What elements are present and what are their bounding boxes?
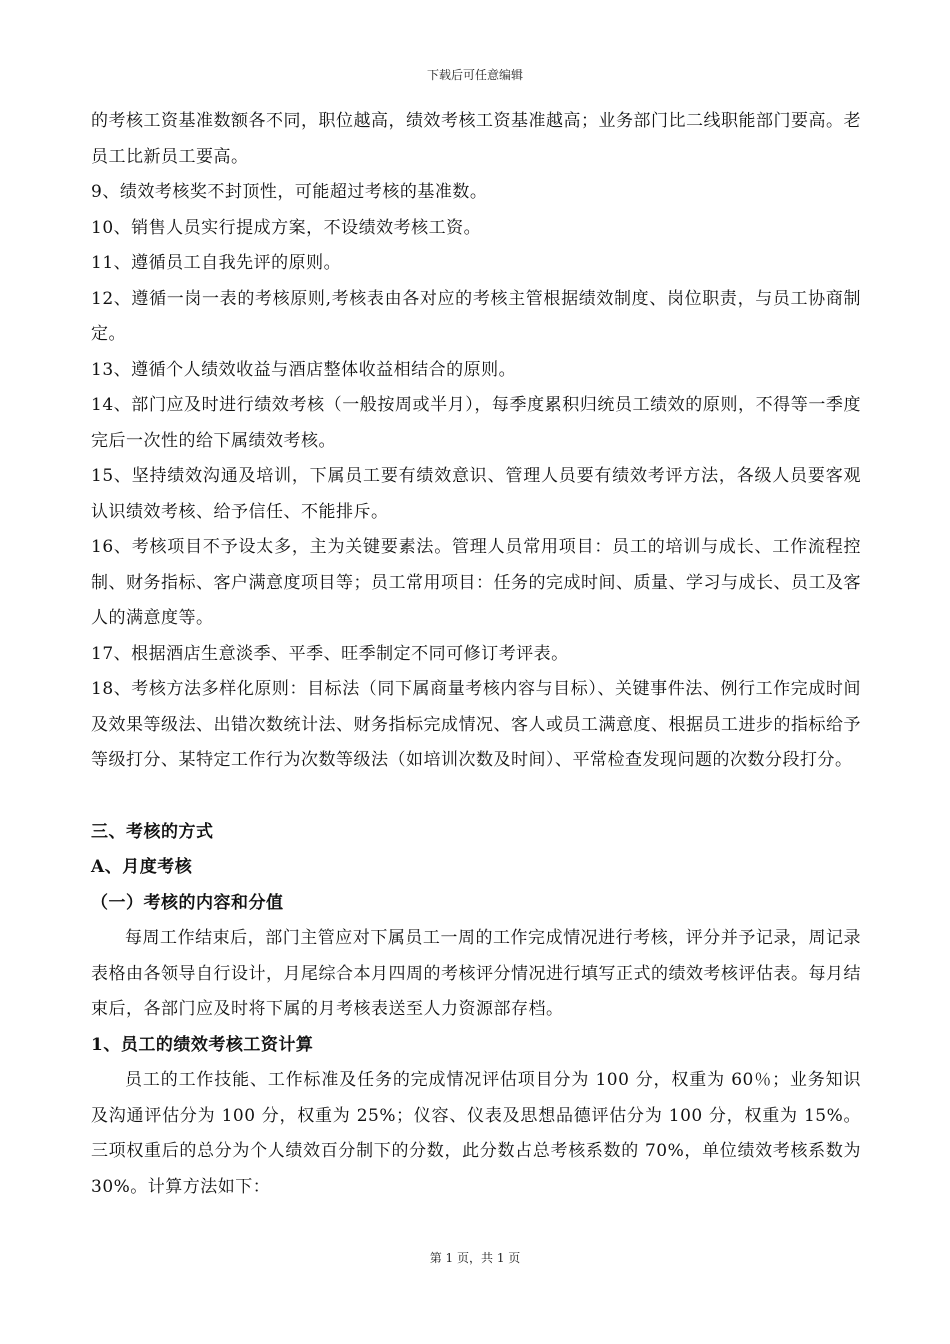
list-item-18: 18、考核方法多样化原则：目标法（同下属商量考核内容与目标）、关键事件法、例行工作完成时间及效果等级法、出错次数统计法、财务指标完成情况、客人或员工满意度、根据员工进步的指标给予等级打分、某特定工作行为次数等级法（如培训次数及时间）、平常检查发现问题的次数分段打分。: [91, 679, 861, 770]
list-item-10: 10、销售人员实行提成方案，不设绩效考核工资。: [91, 217, 482, 238]
list-item-14: 14、部门应及时进行绩效考核（一般按周或半月），每季度累积归统员工绩效的原则，不得等一季度完后一次性的给下属绩效考核。: [91, 395, 861, 451]
subsection-heading-salary-calc: 1、员工的绩效考核工资计算: [91, 1034, 314, 1055]
page-footer: 第 1 页，共 1 页: [429, 1251, 521, 1265]
section-spacer: [91, 779, 861, 815]
list-item-12: 12、遵循一岗一表的考核原则,考核表由各对应的考核主管根据绩效制度、岗位职责，与员工协商制定。: [91, 288, 861, 344]
list-item-11: 11、遵循员工自我先评的原则。: [91, 253, 342, 273]
section-heading-3: 三、考核的方式: [91, 821, 214, 842]
paragraph-weekly-review: 每周工作结束后，部门主管应对下属员工一周的工作完成情况进行考核，评分并予记录，周记录表格由各领导自行设计，月尾综合本月四周的考核评分情况进行填写正式的绩效考核评估表。每月结束后，各部门应及时将下属的月考核表送至人力资源部存档。: [91, 928, 861, 1019]
paragraph-continued: 的考核工资基准数额各不同，职位越高，绩效考核工资基准越高；业务部门比二线职能部门要高。老员工比新员工要高。: [91, 111, 861, 167]
document-body: [91, 104, 861, 1205]
list-item-17: 17、根据酒店生意淡季、平季、旺季制定不同可修订考评表。: [91, 643, 569, 664]
list-item-9: 9、绩效考核奖不封顶性，可能超过考核的基准数。: [91, 182, 488, 202]
list-item-15: 15、坚持绩效沟通及培训，下属员工要有绩效意识、管理人员要有绩效考评方法，各级人员要客观认识绩效考核、给予信任、不能排斥。: [91, 466, 861, 522]
list-item-16: 16、考核项目不予设太多，主为关键要素法。管理人员常用项目：员工的培训与成长、工作流程控制、财务指标、客户满意度项目等；员工常用项目：任务的完成时间、质量、学习与成长、员工及客人的满意度等。: [91, 537, 861, 628]
subsection-heading-1: （一）考核的内容和分值: [91, 892, 284, 913]
section-heading-a: A、月度考核: [91, 857, 193, 877]
page-header: 下载后可任意编辑: [426, 68, 523, 82]
list-item-13: 13、遵循个人绩效收益与酒店整体收益相结合的原则。: [91, 359, 517, 380]
paragraph-salary-calc: 员工的工作技能、工作标准及任务的完成情况评估项目分为 100 分，权重为 60％；业务知识及沟通评估分为 100 分，权重为 25%；仪容、仪表及思想品德评估分为 100 分，权重为 15%。三项权重后的总分为个人绩效百分制下的分数，此分数占总考核系数的 70%，单位绩效考核系数为 30%。计算方法如下：: [91, 1070, 861, 1197]
